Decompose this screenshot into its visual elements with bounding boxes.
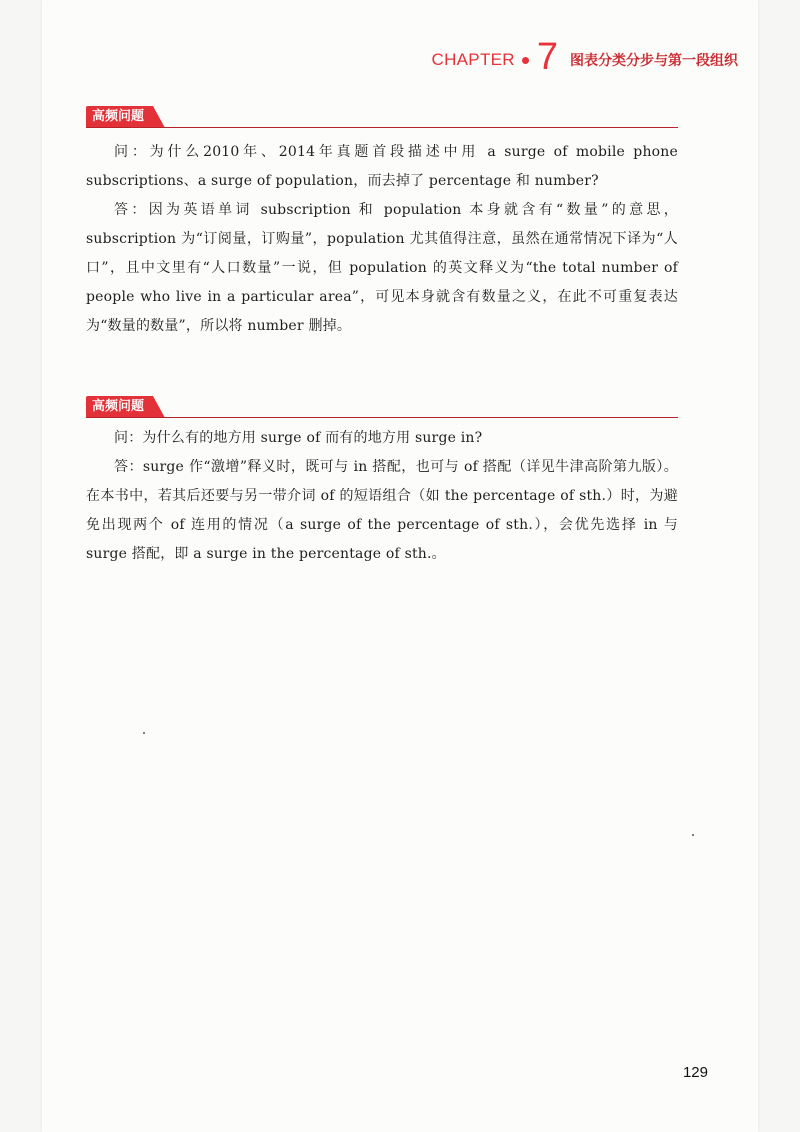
chapter-number: 7 xyxy=(536,36,558,78)
faq-tag: 高频问题 xyxy=(86,396,153,418)
question-text: 问：为什么有的地方用 surge of 而有的地方用 surge in? xyxy=(114,430,483,446)
chapter-header xyxy=(431,36,738,78)
scan-speck xyxy=(143,732,145,734)
question-text: 问：为什么2010年、2014年真题首段描述中用 a surge of mobile phone subscriptions、a surge of population，而去掉了 percentage 和 number? xyxy=(86,144,678,189)
faq-section-1 xyxy=(86,106,678,341)
chapter-title: 图表分类分步与第一段组织 xyxy=(570,53,738,69)
page-number: 129 xyxy=(682,1064,708,1081)
answer-text: 答：因为英语单词 subscription 和 population 本身就含有“数量”的意思，subscription 为“订阅量，订购量”，population 尤其值得注意，虽然在通常情况下译为“人口”，且中文里有“人口数量”一说，但 population 的英文释义为“the total number of people who live in a particular area”，可见本身就含有数量之义，在此不可重复表达为“数量的数量”，所以将 number 删掉。 xyxy=(86,202,678,334)
bullet-dot-icon xyxy=(522,57,529,64)
heading-rule xyxy=(86,127,678,129)
answer-text: 答：surge 作“激增”释义时，既可与 in 搭配，也可与 of 搭配（详见牛津高阶第九版）。在本书中，若其后还要与另一带介词 of 的短语组合（如 the percentage of sth.）时，为避免出现两个 of 连用的情况（a surge of the percentage of sth.），会优先选择 in 与 surge 搭配，即 a surge in the percentage of sth.。 xyxy=(86,459,678,562)
scan-speck xyxy=(692,834,694,836)
section-heading xyxy=(86,396,678,418)
faq-section-2 xyxy=(86,396,678,569)
section-heading xyxy=(86,106,678,128)
chapter-label: CHAPTER xyxy=(431,50,515,69)
heading-rule xyxy=(86,417,678,419)
faq-tag: 高频问题 xyxy=(86,106,153,128)
